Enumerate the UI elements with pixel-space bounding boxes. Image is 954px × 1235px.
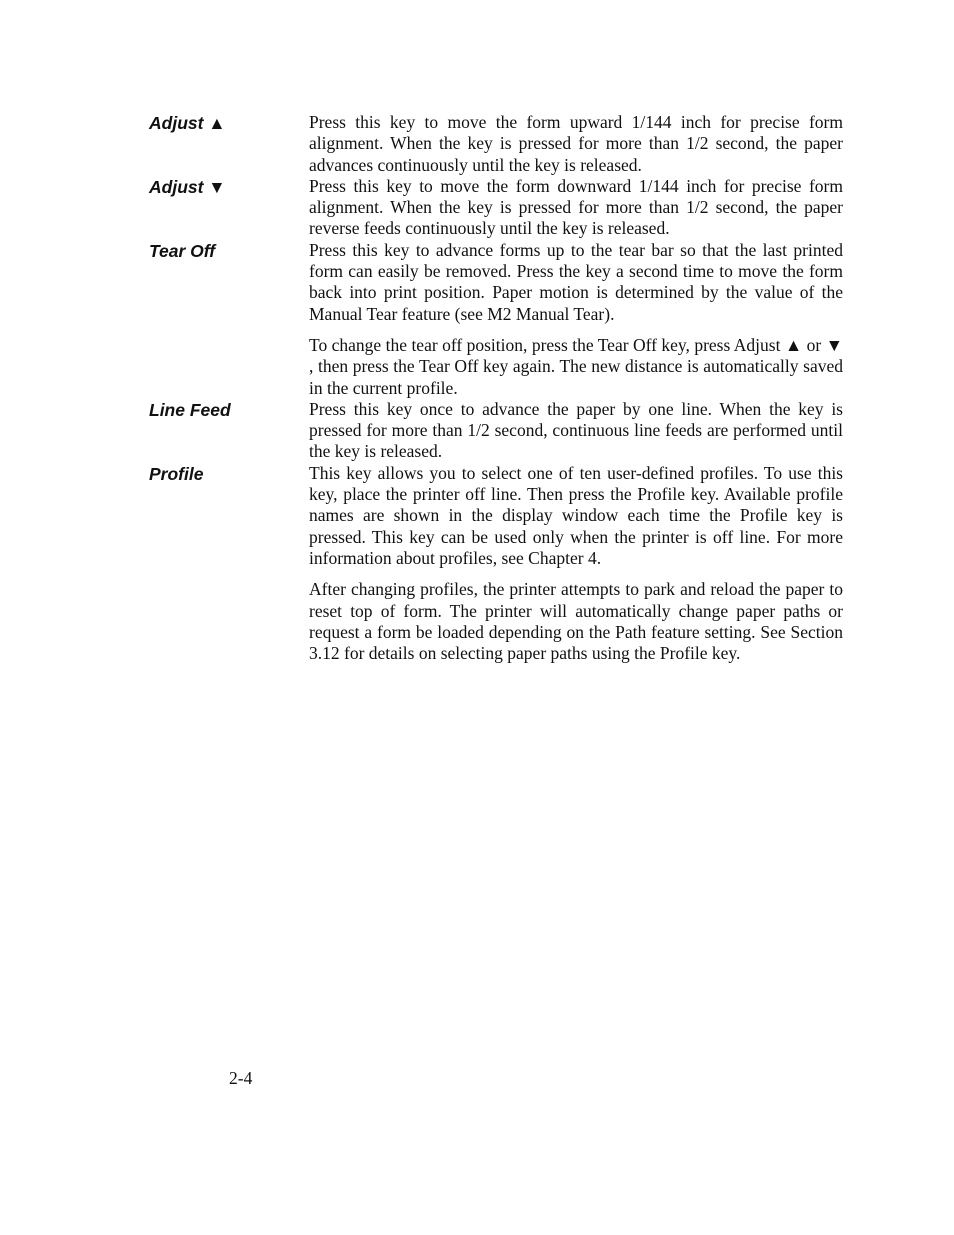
entry-adjust-down: [149, 176, 843, 240]
key-description-list: [149, 112, 843, 664]
entry-tear-off: [149, 240, 843, 399]
description-profile: [309, 463, 843, 665]
description-adjust-down: [309, 176, 843, 240]
description-paragraph: Press this key to move the form upward 1/144 inch for precise form alignment. When the key is pressed for more than 1/2 second, the paper advances continuously until the key is released.: [309, 112, 843, 175]
description-paragraph: Press this key to move the form downward 1/144 inch for precise form alignment. When the key is pressed for more than 1/2 second, the paper reverse feeds continuously until the key is released.: [309, 175, 843, 239]
term-line-feed: Line Feed: [149, 399, 231, 420]
description-paragraph: Press this key to advance forms up to the tear bar so that the last printed form can easily be removed. Press the key a second time to move the form back into print position. Paper motion is determined by the value of the Manual Tear feature (see M2 Manual Tear).: [309, 239, 843, 324]
description-tear-off: [309, 240, 843, 399]
term-adjust-up: Adjust ▲: [149, 113, 226, 133]
description-paragraph: This key allows you to select one of ten user-defined profiles. To use this key, place the printer off line. Then press the Profile key. Available profile names are shown in the display window each time the Profile key is pressed. This key can be used only when the printer is off line. For more information about profiles, see Chapter 4.: [309, 462, 843, 568]
term-tear-off: Tear Off: [149, 240, 216, 261]
description-line-feed: [309, 399, 843, 463]
description-paragraph: To change the tear off position, press the Tear Off key, press Adjust ▲ or ▼ , then press the Tear Off key again. The new distance is automatically saved in the current profile.: [309, 334, 843, 398]
description-adjust-up: [309, 112, 843, 176]
entry-profile: [149, 463, 843, 665]
description-paragraph: After changing profiles, the printer attempts to park and reload the paper to reset top of form. The printer will automatically change paper paths or request a form be loaded depending on the Path feature setting. See Section 3.12 for details on selecting paper paths using the Profile key.: [309, 579, 843, 664]
page-number: 2-4: [229, 1068, 253, 1088]
entry-line-feed: [149, 399, 843, 463]
term-profile: Profile: [149, 463, 204, 484]
description-paragraph: Press this key once to advance the paper by one line. When the key is pressed for more than 1/2 second, continuous line feeds are performed until the key is released.: [309, 398, 843, 462]
entry-adjust-up: [149, 112, 843, 176]
term-adjust-down: Adjust ▼: [149, 176, 226, 197]
